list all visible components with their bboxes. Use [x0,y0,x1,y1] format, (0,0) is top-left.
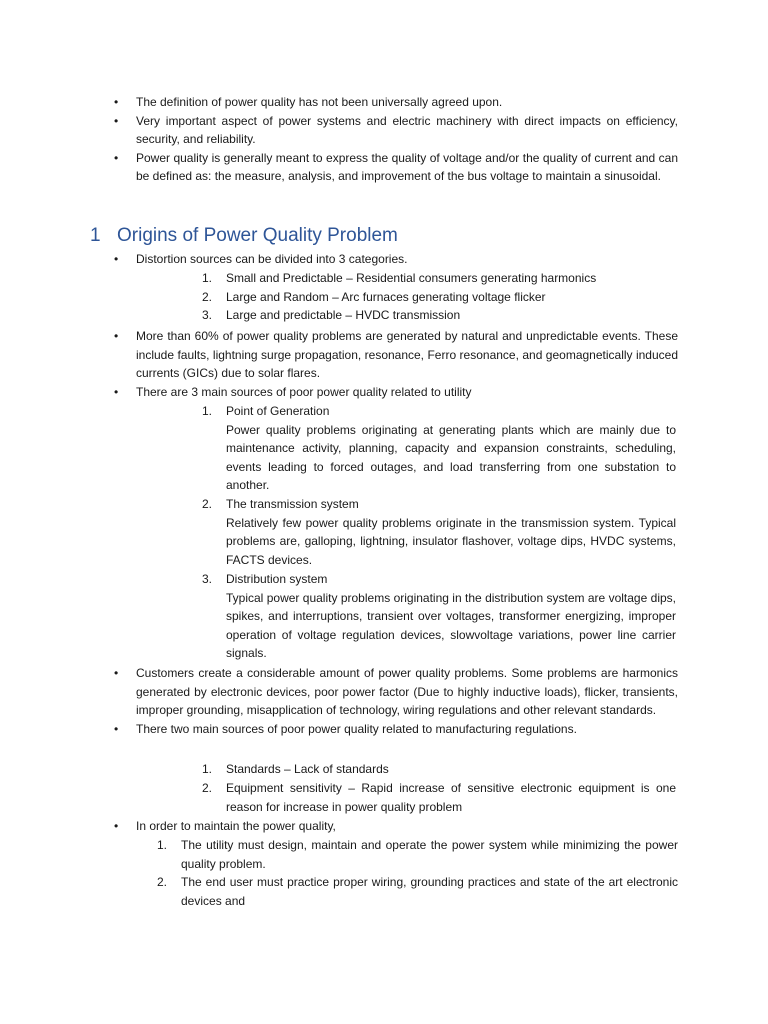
item-text: Large and predictable – HVDC transmission [226,308,461,322]
utility-item-1 [202,402,676,495]
item-description: Power quality problems originating at generating plants which are mainly due to maintenance activity, planning, capacity and expansion constraints, scheduling, events leading to forced outages, and load transferring from one substation to another. [226,422,676,493]
manufacturing-bullet: • There two main sources of poor power quality related to manufacturing regulations. [136,720,678,739]
item-text: Small and Predictable – Residential consumers generating harmonics [226,271,597,285]
item-title: Distribution system [226,572,328,586]
section-number: 1 [90,225,101,246]
item-description: Typical power quality problems originating in the distribution system are voltage dips, spikes, and interruptions, transient over voltages, transformer energizing, improper operation of voltage regulation devices, slowvoltage variations, power line carrier signals. [226,590,676,661]
maintain-bullet-list [136,817,678,836]
item-number: 1. [202,404,213,418]
intro-bullet-1: • The definition of power quality has not been universally agreed upon. [136,93,678,112]
natural-events-bullet: • More than 60% of power quality problems are generated by natural and unpredictable events. These include faults, lightning surge propagation, resonance, Ferro resonance, and geomagnetically induced currents (GICs) due to solar flares. [136,327,678,383]
intro-bullet-list [136,93,678,186]
distortion-item-1 [202,269,676,288]
item-title: Point of Generation [226,404,330,418]
item-number: 2. [202,497,213,511]
customers-bullet-list [136,664,678,738]
item-text: The utility must design, maintain and operate the power system while minimizing the power quality problem. [181,838,678,871]
customers-bullet: • Customers create a considerable amount of power quality problems. Some problems are harmonics generated by electronic devices, poor power factor (Due to highly inductive loads), flicker, transients, improper grounding, misapplication of technology, wiring regulations and other relevant standards. [136,664,678,720]
utility-item-3 [202,570,676,663]
distortion-bullet: • Distortion sources can be divided into 3 categories. [136,250,678,269]
manufacturing-item-1 [202,760,676,779]
manufacturing-item-2 [202,779,676,816]
natural-bullet-list [136,327,678,401]
maintain-bullet: • In order to maintain the power quality, [136,817,678,836]
utility-sources-bullet: • There are 3 main sources of poor power quality related to utility [136,383,678,402]
item-number: 1. [202,271,213,285]
item-number: 3. [202,308,213,322]
intro-bullet-2: • Very important aspect of power systems and electric machinery with direct impacts on efficiency, security, and reliability. [136,112,678,149]
item-number: 2. [202,290,213,304]
item-text: The end user must practice proper wiring, grounding practices and state of the art electronic devices and [181,875,678,908]
item-text: Large and Random – Arc furnaces generating voltage flicker [226,290,546,304]
item-title: The transmission system [226,497,359,511]
item-description: Relatively few power quality problems originate in the transmission system. Typical problems are, galloping, lightning, insulator flashover, voltage dips, HVDC systems, FACTS devices. [226,515,676,567]
maintain-item-1 [157,836,678,873]
item-number: 1. [202,762,213,776]
distortion-bullet-list [136,250,678,269]
item-number: 1. [157,838,168,852]
item-number: 2. [202,781,213,795]
item-number: 3. [202,572,213,586]
section-title: Origins of Power Quality Problem [117,225,398,246]
distortion-item-3 [202,306,676,325]
intro-bullet-3: • Power quality is generally meant to express the quality of voltage and/or the quality of current and can be defined as: the measure, analysis, and improvement of the bus voltage to maintain a sinusoidal. [136,149,678,186]
distortion-item-2 [202,288,676,307]
utility-item-2 [202,495,676,569]
section-heading [90,224,398,248]
maintain-item-2 [157,873,678,910]
item-text: Equipment sensitivity – Rapid increase of sensitive electronic equipment is one reason for increase in power quality problem [226,781,676,814]
item-text: Standards – Lack of standards [226,762,389,776]
item-number: 2. [157,875,168,889]
